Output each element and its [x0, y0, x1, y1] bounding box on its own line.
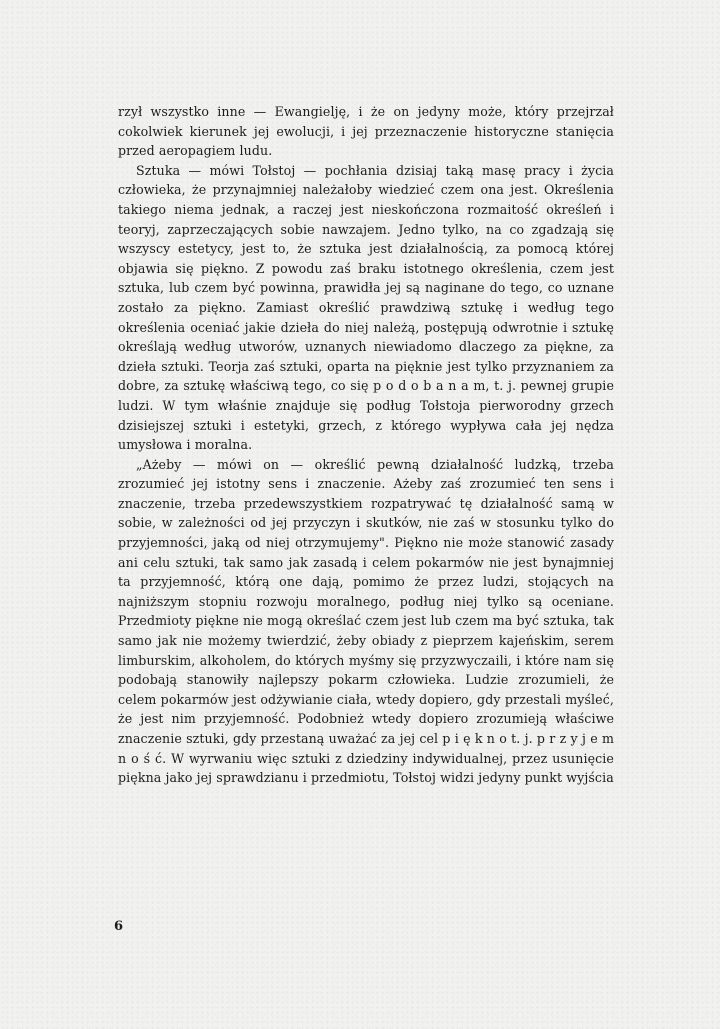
- paragraph-continuation: rzył wszystko inne — Ewangielję, i że on jedyny może, który przejrzał cokolwiek kierunek jej ewolucji, i jej przeznaczenie historyczne stanięcia przed aeropagiem ludu.: [118, 104, 614, 159]
- paragraph-tolstoy-quote: „Ażeby — mówi on — określić pewną działalność ludzką, trzeba zrozumieć jej istotny sens i znaczenie. Ażeby zaś zrozumieć ten sens i znaczenie, trzeba przedewszystkiem rozpatrywać tę działalność samą w sobie, w zależności od jej przyczyn i skutków, nie zaś w stosunku tylko do przyjemności, jaką od niej otrzymujemy". Piękno nie może stanowić zasady ani celu sztuki, tak samo jak zasadą i celem pokarmów nie jest bynajmniej ta przyjemność, którą one dają, pomimo że przez ludzi, stojących na najniższym stopniu rozwoju moralnego, podług niej tylko są oceniane. Przedmioty piękne nie mogą określać czem jest lub czem ma być sztuka, tak samo jak nie możemy twierdzić, żeby obiady z pieprzem kajeńskim, serem limburskim, alkoholem, do których myśmy się przyzwyczaili, i które nam się podobają stanowiły najlepszy pokarm człowieka. Ludzie zrozumieli, że celem pokarmów jest odżywianie ciała, wtedy dopiero, gdy przestali myśleć, że jest nim przyjemność. Podobnież wtedy dopiero zrozumieją właściwe znaczenie sztuki, gdy przestaną uważać za jej cel p i ę k n o t. j. p r z y j e m n o ś ć. W wyrwaniu więc sztuki z dziedziny indywidualnej, przez usunięcie piękna jako jej sprawdzianu i przedmiotu, Tołstoj widzi jedyny punkt wyjścia: [118, 456, 614, 786]
- paragraph-tolstoy-art-definition: Sztuka — mówi Tołstoj — pochłania dzisiaj taką masę pracy i życia człowieka, że przynajmniej należałoby wiedzieć czem ona jest. Określenia takiego niema jednak, a raczej jest nieskończona rozmaitość określeń i teoryj, zaprzeczających sobie nawzajem. Jedno tylko, na co zgadzają się wszyscy estetycy, jest to, że sztuka jest działalnością, za pomocą której objawia się piękno. Z powodu zaś braku istotnego określenia, czem jest sztuka, lub czem być powinna, prawidła jej są naginane do tego, co uznane zostało za piękno. Zamiast określić prawdziwą sztukę i według tego określenia oceniać jakie dzieła do niej należą, postępują odwrotnie i sztukę określają według utworów, uznanych niewiadomo dlaczego za piękne, za dzieła sztuki. Teorja zaś sztuki, oparta na pięknie jest tylko przyznaniem za dobre, za sztukę właściwą tego, co się p o d o b a n a m, t. j. pewnej grupie ludzi. W tym właśnie znajduje się podług Tołstoja pierworodny grzech dzisiejszej sztuki i estetyki, grzech, z którego wypływa cała jej nędza umysłowa i moralna.: [118, 162, 614, 453]
- page-number: 6: [114, 919, 124, 934]
- body-text: [118, 102, 614, 788]
